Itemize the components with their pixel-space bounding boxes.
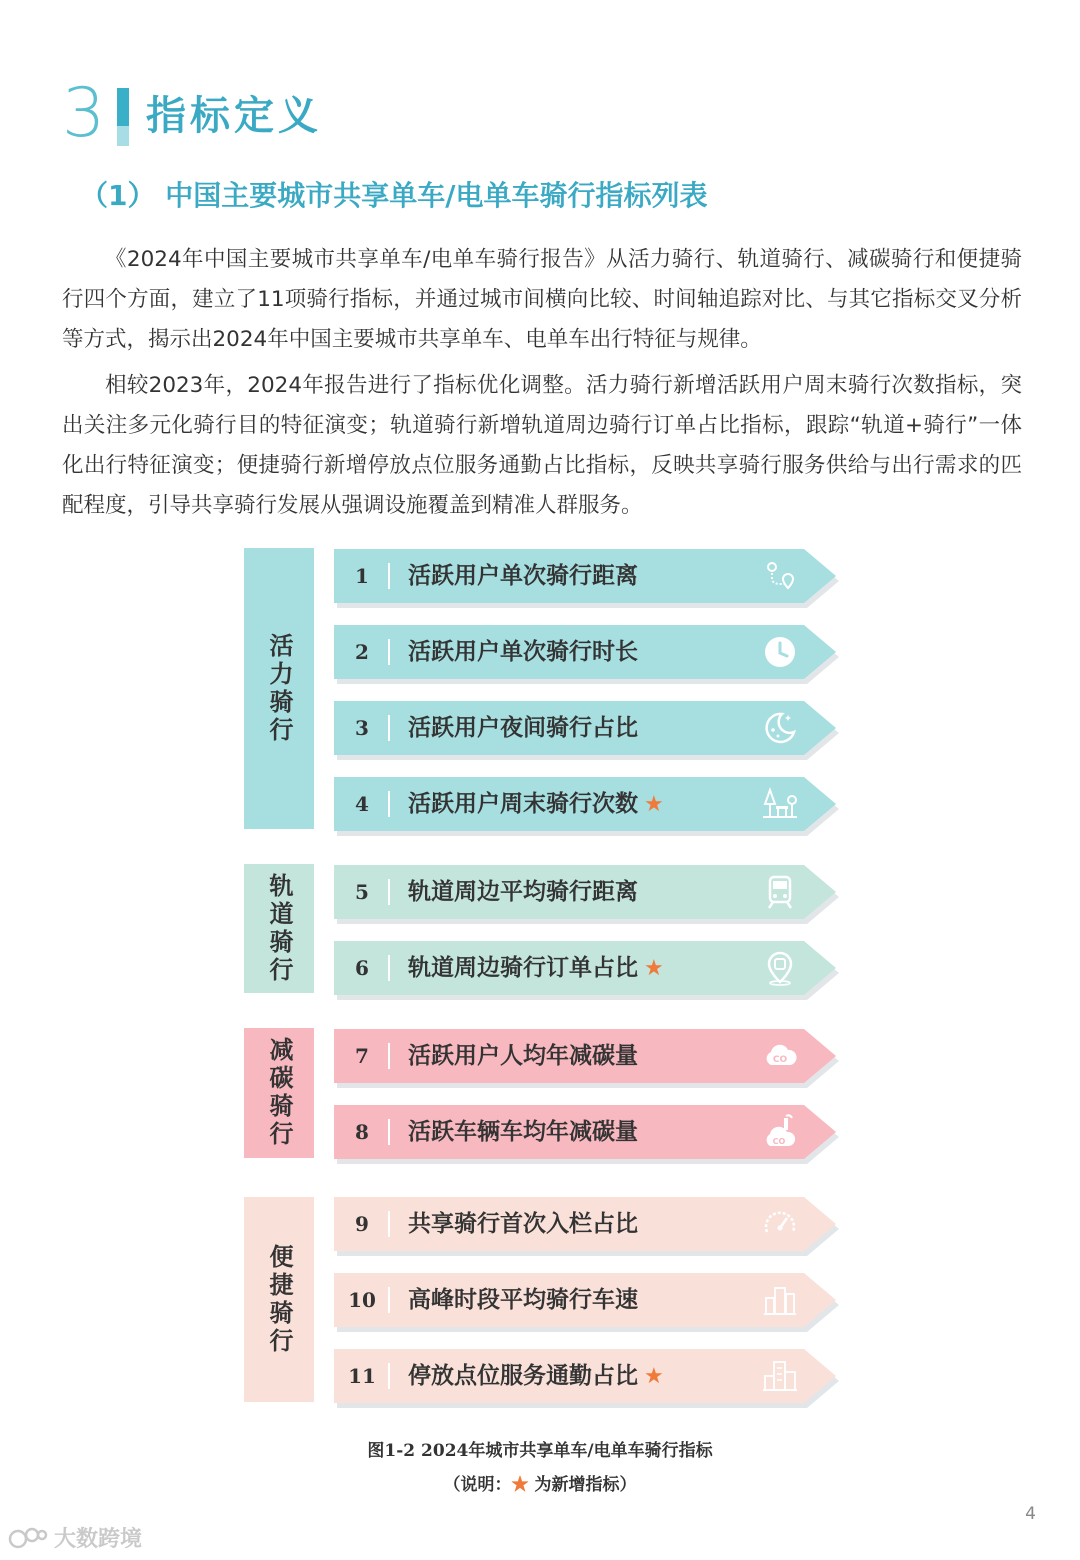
city-icon xyxy=(762,1358,798,1394)
co2-factory-icon xyxy=(762,1114,798,1150)
speedometer-icon xyxy=(762,1206,798,1242)
page-number: 4 xyxy=(1025,1504,1036,1524)
group-label-convenience: 便捷骑行 xyxy=(265,1243,293,1356)
indicator-number: 11 xyxy=(348,1364,376,1388)
indicator-label: 活跃用户单次骑行时长 xyxy=(408,639,638,665)
clock-icon xyxy=(762,634,798,670)
night-moon-icon xyxy=(762,710,798,746)
paragraph-changes: 相较2023年，2024年报告进行了指标优化调整。活力骑行新增活跃用户周末骑行次数指标，突出关注多元化骑行目的特征演变；轨道骑行新增轨道周边骑行订单占比指标，跟踪“轨道+骑行”一体化出行特征演变；便捷骑行新增停放点位服务通勤占比指标，反映共享骑行服务供给与出行需求的匹配程度，引导共享骑行发展从强调设施覆盖到精准人群服务。 xyxy=(62,373,1022,518)
indicator-number: 6 xyxy=(355,956,369,980)
indicator-label: 轨道周边平均骑行距离 xyxy=(408,879,638,905)
indicator-item xyxy=(334,1029,836,1083)
indicator-item xyxy=(334,549,836,603)
indicator-number: 2 xyxy=(355,640,369,664)
indicator-number: 5 xyxy=(355,880,369,904)
watermark-logo-icon xyxy=(8,1525,48,1551)
new-indicator-star-icon: ★ xyxy=(511,1475,529,1495)
distance-pin-icon xyxy=(762,558,798,594)
figure-caption: 图1-2 2024年城市共享单车/电单车骑行指标 xyxy=(367,1441,713,1461)
buildings-icon xyxy=(762,1282,798,1318)
park-icon xyxy=(762,786,798,822)
group-label-vitality: 活力骑行 xyxy=(265,632,293,745)
group-rail xyxy=(244,864,314,993)
watermark xyxy=(8,1522,142,1553)
indicator-label: 活跃用户夜间骑行占比 xyxy=(408,715,638,741)
indicator-label: 活跃用户人均年减碳量 xyxy=(408,1043,638,1069)
figure-note: （说明：★ 为新增指标） xyxy=(443,1475,637,1495)
subsection-title: （1） 中国主要城市共享单车/电单车骑行指标列表 xyxy=(80,179,708,212)
section-accent-bar-light xyxy=(117,126,129,146)
indicator-label: 活跃用户周末骑行次数 ★ xyxy=(408,791,664,817)
metro-location-icon xyxy=(762,950,798,986)
svg-text:CO: CO xyxy=(772,1137,786,1146)
indicator-number: 8 xyxy=(355,1120,369,1144)
train-icon xyxy=(762,874,798,910)
indicator-number: 10 xyxy=(348,1288,376,1312)
indicator-label: 停放点位服务通勤占比 ★ xyxy=(408,1363,664,1389)
indicator-label: 轨道周边骑行订单占比 ★ xyxy=(408,955,664,981)
indicator-item xyxy=(334,1349,836,1403)
svg-text:CO: CO xyxy=(772,1055,788,1065)
indicator-number: 4 xyxy=(355,792,369,816)
indicator-label: 共享骑行首次入栏占比 xyxy=(408,1211,638,1237)
watermark-text: 大数跨境 xyxy=(54,1527,143,1552)
indicator-item xyxy=(334,701,836,755)
group-vitality xyxy=(244,548,314,829)
indicator-item xyxy=(334,777,836,831)
group-label-carbon: 减碳骑行 xyxy=(265,1037,293,1149)
group-carbon xyxy=(244,1028,314,1158)
co2-cloud-icon xyxy=(762,1038,798,1074)
group-convenience xyxy=(244,1197,314,1402)
indicator-number: 7 xyxy=(355,1044,369,1068)
paragraph-intro: 《2024年中国主要城市共享单车/电单车骑行报告》从活力骑行、轨道骑行、减碳骑行和便捷骑行四个方面，建立了11项骑行指标，并通过城市间横向比较、时间轴追踪对比、与其它指标交叉分析等方式，揭示出2024年中国主要城市共享单车、电单车出行特征与规律。 xyxy=(62,247,1022,352)
indicator-label: 高峰时段平均骑行车速 xyxy=(408,1287,638,1313)
group-label-rail: 轨道骑行 xyxy=(265,872,293,985)
indicator-item xyxy=(334,865,836,919)
indicator-item xyxy=(334,1273,836,1327)
section-number: 3 xyxy=(62,74,106,153)
indicator-number: 3 xyxy=(355,716,369,740)
indicator-label: 活跃车辆车均年减碳量 xyxy=(408,1119,638,1145)
indicator-item xyxy=(334,1105,836,1159)
indicator-number: 1 xyxy=(355,564,369,588)
indicator-label: 活跃用户单次骑行距离 xyxy=(408,563,638,589)
indicator-number: 9 xyxy=(355,1212,369,1236)
section-title: 指标定义 xyxy=(146,93,322,139)
indicator-item xyxy=(334,625,836,679)
indicator-item xyxy=(334,1197,836,1251)
indicator-item xyxy=(334,941,836,995)
